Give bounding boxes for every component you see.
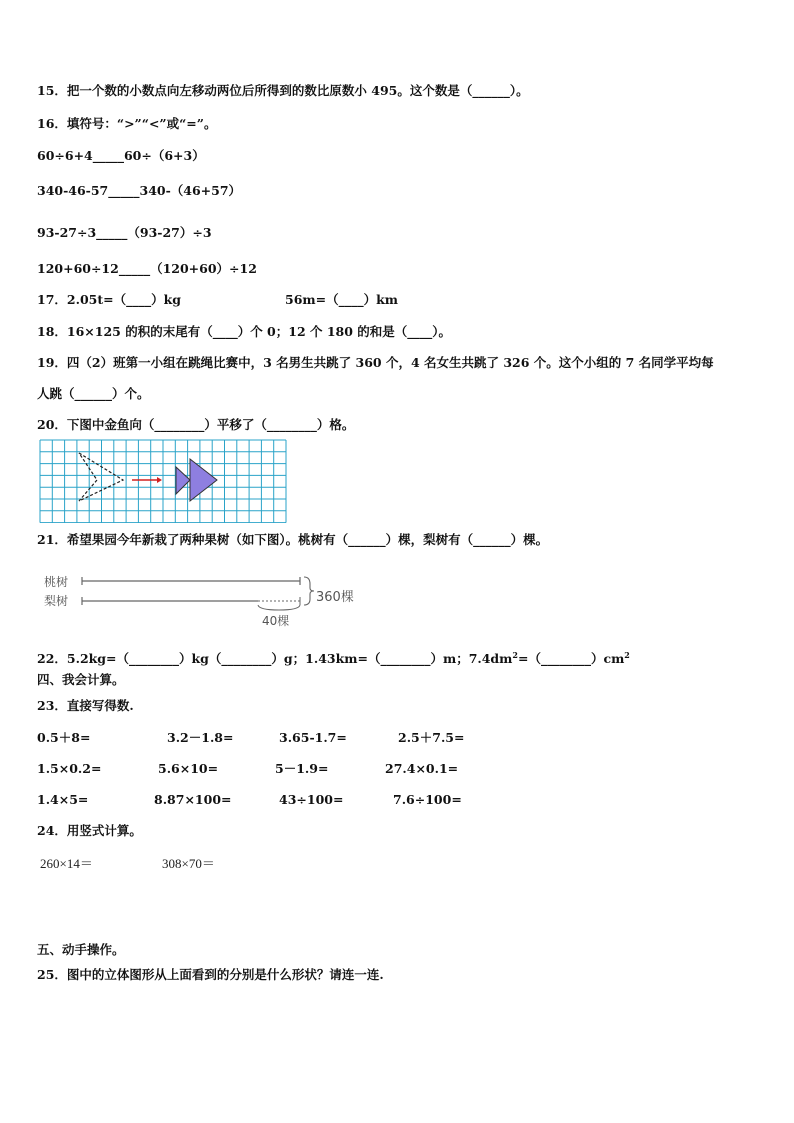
vertical-calc-item: 308×70＝ <box>162 856 215 871</box>
fish-body <box>190 459 217 501</box>
pear-tree-label: 梨树 <box>44 594 69 608</box>
question-25: 25．图中的立体图形从上面看到的分别是什么形状？请连一连. <box>37 967 384 982</box>
question-22-text: 22．5.2kg=（________）kg（________）g；1.43km=（________）m；7.4dm <box>37 651 513 667</box>
calc-item: 7.6÷100= <box>393 792 462 807</box>
move-arrow-head <box>157 477 162 483</box>
superscript: 2 <box>624 650 630 660</box>
difference-count-label: 40棵 <box>262 614 290 628</box>
vertical-calc-item: 260×14＝ <box>40 856 93 871</box>
calc-item: 0.5＋8= <box>37 730 91 745</box>
calc-item: 2.5＋7.5= <box>398 730 465 745</box>
calc-item: 1.5×0.2= <box>37 761 102 776</box>
difference-brace <box>258 605 300 610</box>
question-19-line2: 人跳（______）个。 <box>37 386 150 401</box>
calc-item: 43÷100= <box>279 792 344 807</box>
section-4-heading: 四、我会计算。 <box>37 672 125 687</box>
section-5-heading: 五、动手操作。 <box>37 942 125 957</box>
superscript: 2 <box>512 650 518 660</box>
question-16c: 93-27÷3_____（93-27）÷3 <box>37 225 212 240</box>
tree-line-diagram <box>78 572 318 612</box>
calc-item: 8.87×100= <box>154 792 232 807</box>
question-15: 15．把一个数的小数点向左移动两位后所得到的数比原数小 495。这个数是（______）。 <box>37 83 529 98</box>
question-16a: 60÷6+4_____60÷（6+3） <box>37 148 205 163</box>
grid-lines <box>40 440 286 523</box>
question-22-text-end: =（________）cm <box>517 651 625 667</box>
calc-item: 5－1.9= <box>275 761 329 776</box>
peach-tree-label: 桃树 <box>44 575 69 589</box>
calc-item: 1.4×5= <box>37 792 89 807</box>
question-16b: 340-46-57_____340-（46+57） <box>37 183 242 198</box>
total-count-label: 360棵 <box>316 590 354 605</box>
question-21: 21．希望果园今年新栽了两种果树（如下图）。桃树有（______）棵，梨树有（______）棵。 <box>37 532 549 547</box>
goldfish-grid-figure <box>39 439 287 523</box>
question-20: 20．下图中金鱼向（________）平移了（________）格。 <box>37 417 355 432</box>
question-16d: 120+60÷12_____（120+60）÷12 <box>37 261 257 276</box>
question-22 <box>37 647 630 667</box>
question-17b: 56m=（____）km <box>285 292 398 307</box>
total-brace <box>304 577 314 605</box>
calc-item: 3.65-1.7= <box>279 730 347 745</box>
question-24: 24．用竖式计算。 <box>37 823 142 838</box>
question-19-line1: 19．四（2）班第一小组在跳绳比赛中，3 名男生共跳了 360 个，4 名女生共跳了 326 个。这个小组的 7 名同学平均每 <box>37 355 714 370</box>
question-23: 23．直接写得数. <box>37 698 134 713</box>
question-18: 18．16×125 的积的末尾有（____）个 0；12 个 180 的和是（____）。 <box>37 324 452 339</box>
calc-item: 3.2－1.8= <box>167 730 234 745</box>
question-17a: 17．2.05t=（____）kg <box>37 292 181 307</box>
calc-item: 27.4×0.1= <box>385 761 459 776</box>
calc-item: 5.6×10= <box>158 761 219 776</box>
question-16: 16．填符号：“>”“<”或“=”。 <box>37 116 217 131</box>
